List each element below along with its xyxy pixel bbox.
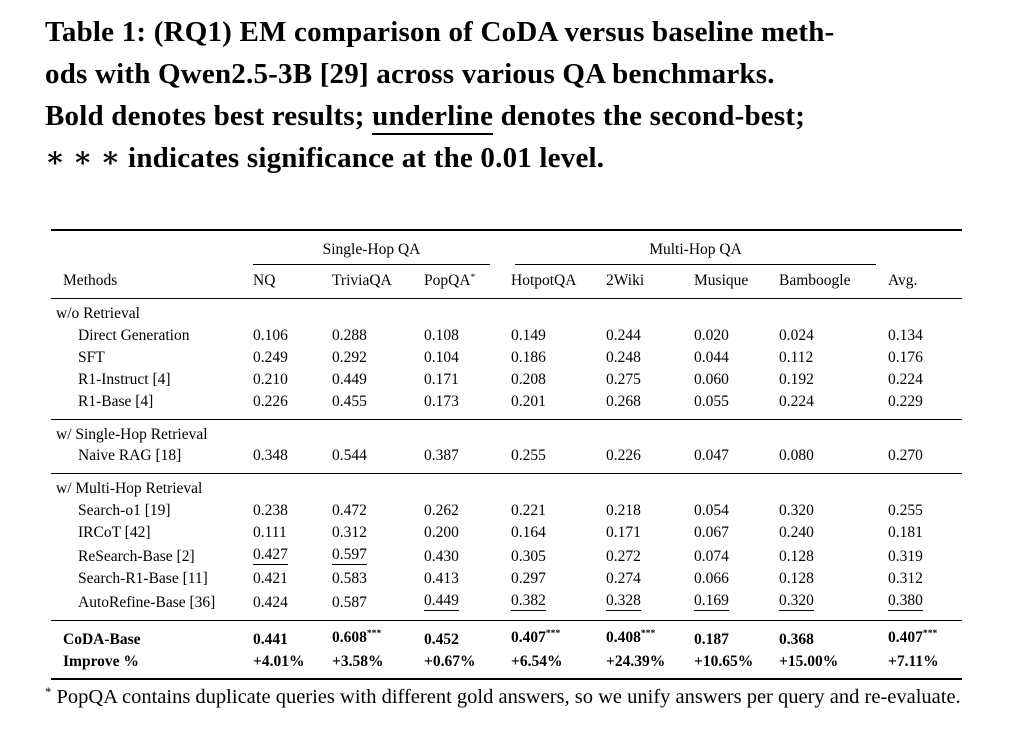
value-cell: 0.320 [779, 501, 814, 519]
value-cell: 0.608*** [332, 628, 382, 646]
value-cell: 0.382 [511, 591, 546, 609]
caption-underlined-word: underline [372, 101, 493, 135]
value-cell: 0.380 [888, 591, 923, 609]
multi-hop-group-header [511, 230, 888, 265]
caption-line-1: Table 1: (RQ1) EM comparison of CoDA versus baseline meth- [45, 16, 835, 48]
col-header-avg: Avg. [888, 265, 962, 299]
table-row [51, 589, 962, 620]
method-cell: Improve % [63, 652, 139, 670]
empty-header-cell [888, 230, 962, 265]
value-cell: 0.407*** [888, 628, 938, 646]
value-cell: 0.134 [888, 326, 923, 344]
significance-stars: *** [922, 628, 938, 640]
footnote-marker: * [45, 684, 52, 699]
value-cell: 0.201 [511, 392, 546, 410]
value-cell: 0.248 [606, 348, 641, 366]
col-header-bamboogle: Bamboogle [779, 265, 888, 299]
value-cell: 0.047 [694, 447, 729, 464]
value-cell: 0.255 [511, 447, 546, 464]
value-cell: 0.104 [424, 348, 459, 366]
value-cell: +4.01% [253, 652, 305, 670]
value-cell: 0.408*** [606, 628, 656, 646]
value-cell: 0.424 [253, 593, 288, 611]
value-cell: 0.297 [511, 569, 546, 587]
method-cell: Naive RAG [18] [78, 447, 182, 464]
value-cell: 0.200 [424, 523, 459, 541]
value-cell: 0.106 [253, 326, 288, 344]
multi-hop-group-label: Multi-Hop QA [515, 241, 876, 265]
value-cell: 0.226 [606, 447, 641, 464]
results-table [51, 229, 962, 680]
col-header-2wiki: 2Wiki [606, 265, 694, 299]
single-hop-group-header [253, 230, 511, 265]
col-header-musique: Musique [694, 265, 779, 299]
value-cell: 0.181 [888, 523, 923, 541]
value-cell: 0.328 [606, 591, 641, 609]
value-cell: 0.427 [253, 545, 288, 563]
value-cell: +15.00% [779, 652, 839, 670]
summary-section [51, 620, 962, 679]
table-footnote [45, 684, 987, 714]
value-cell: 0.080 [779, 447, 814, 464]
value-cell: +0.67% [424, 652, 476, 670]
value-cell: 0.583 [332, 569, 367, 587]
value-cell: 0.054 [694, 501, 729, 519]
value-cell: 0.060 [694, 370, 729, 388]
value-cell: 0.229 [888, 392, 923, 410]
value-cell: 0.112 [779, 348, 814, 366]
significance-stars: *** [545, 628, 561, 640]
table-row [51, 346, 962, 368]
value-cell: 0.164 [511, 523, 546, 541]
method-cell: ReSearch-Base [2] [78, 547, 195, 565]
value-cell: 0.171 [424, 370, 459, 388]
value-cell: 0.244 [606, 326, 641, 344]
caption-line-3-pre: Bold denotes best results; [45, 100, 373, 132]
value-cell: 0.413 [424, 569, 459, 587]
column-header-row [51, 265, 962, 299]
column-group-header-row [51, 230, 962, 265]
value-cell: 0.319 [888, 547, 923, 565]
value-cell: +6.54% [511, 652, 563, 670]
table-group [51, 419, 962, 474]
col-header-popqa: PopQA* [424, 265, 511, 299]
value-cell: 0.368 [779, 630, 814, 648]
value-cell: 0.305 [511, 547, 546, 565]
value-cell: +3.58% [332, 652, 384, 670]
method-cell: SFT [78, 348, 105, 366]
value-cell: 0.149 [511, 326, 546, 344]
value-cell: 0.348 [253, 447, 288, 464]
value-cell: 0.272 [606, 547, 641, 565]
significance-stars: *** [640, 628, 656, 640]
table-row [51, 620, 962, 650]
table-row [51, 368, 962, 390]
results-table-container [51, 229, 1023, 680]
group-label-row [51, 299, 962, 325]
single-hop-group-label: Single-Hop QA [253, 241, 490, 265]
table-group [51, 299, 962, 420]
value-cell: +24.39% [606, 652, 666, 670]
value-cell: 0.066 [694, 569, 729, 587]
table-row [51, 567, 962, 589]
value-cell: 0.067 [694, 523, 729, 541]
value-cell: 0.224 [779, 392, 814, 410]
value-cell: 0.186 [511, 348, 546, 366]
value-cell: 0.449 [424, 591, 459, 609]
method-cell: R1-Base [4] [78, 392, 154, 410]
table-row [51, 650, 962, 679]
value-cell: 0.441 [253, 630, 288, 648]
value-cell: 0.421 [253, 569, 288, 587]
table-row [51, 445, 962, 474]
value-cell: 0.218 [606, 501, 641, 519]
empty-header-cell [51, 230, 253, 265]
value-cell: 0.262 [424, 501, 459, 519]
value-cell: 0.544 [332, 447, 367, 464]
group-label-row [51, 419, 962, 445]
method-cell: CoDA-Base [63, 630, 141, 648]
group-label: w/o Retrieval [56, 305, 140, 322]
caption-line-3-post: denotes the second-best; [493, 100, 806, 132]
value-cell: 0.024 [779, 326, 814, 344]
value-cell: 0.288 [332, 326, 367, 344]
value-cell: 0.407*** [511, 628, 561, 646]
value-cell: 0.472 [332, 501, 367, 519]
value-cell: 0.274 [606, 569, 641, 587]
value-cell: 0.171 [606, 523, 641, 541]
popqa-asterisk: * [470, 271, 476, 283]
value-cell: +10.65% [694, 652, 754, 670]
value-cell: 0.224 [888, 370, 923, 388]
table-header [51, 230, 962, 299]
value-cell: 0.074 [694, 547, 729, 565]
value-cell: 0.249 [253, 348, 288, 366]
table-group [51, 474, 962, 621]
caption-line-2: ods with Qwen2.5-3B [29] across various QA benchmarks. [45, 58, 775, 90]
caption-line-4: ∗ ∗ ∗ indicates significance at the 0.01 level. [45, 142, 605, 174]
value-cell: 0.268 [606, 392, 641, 410]
significance-stars: *** [366, 628, 382, 640]
method-cell: IRCoT [42] [78, 523, 151, 541]
value-cell: 0.320 [779, 591, 814, 609]
value-cell: 0.192 [779, 370, 814, 388]
group-label: w/ Single-Hop Retrieval [56, 425, 208, 443]
table-row [51, 499, 962, 521]
method-cell: Search-R1-Base [11] [78, 569, 208, 587]
method-cell: Direct Generation [78, 326, 190, 344]
value-cell: 0.173 [424, 392, 459, 410]
value-cell: 0.430 [424, 547, 459, 565]
value-cell: 0.292 [332, 348, 367, 366]
group-label-row [51, 474, 962, 500]
value-cell: 0.270 [888, 447, 923, 464]
value-cell: 0.208 [511, 370, 546, 388]
value-cell: 0.176 [888, 348, 923, 366]
value-cell: 0.128 [779, 547, 814, 565]
method-cell: AutoRefine-Base [36] [78, 593, 216, 611]
value-cell: 0.226 [253, 392, 288, 410]
value-cell: 0.238 [253, 501, 288, 519]
col-header-nq: NQ [253, 265, 332, 299]
footnote-text: PopQA contains duplicate queries with different gold answers, so we unify answers per query and re-evaluate. [56, 685, 961, 708]
value-cell: 0.210 [253, 370, 288, 388]
value-cell: 0.452 [424, 630, 459, 648]
value-cell: 0.597 [332, 545, 367, 563]
value-cell: 0.240 [779, 523, 814, 541]
value-cell: +7.11% [888, 652, 939, 670]
table-row [51, 390, 962, 419]
value-cell: 0.221 [511, 501, 546, 519]
col-header-hotpotqa: HotpotQA [511, 265, 606, 299]
table-row [51, 324, 962, 346]
value-cell: 0.255 [888, 501, 923, 519]
group-label: w/ Multi-Hop Retrieval [56, 480, 203, 497]
value-cell: 0.020 [694, 326, 729, 344]
value-cell: 0.187 [694, 630, 729, 648]
value-cell: 0.108 [424, 326, 459, 344]
value-cell: 0.111 [253, 523, 287, 541]
value-cell: 0.587 [332, 593, 367, 611]
value-cell: 0.055 [694, 392, 729, 410]
value-cell: 0.455 [332, 392, 367, 410]
method-cell: R1-Instruct [4] [78, 370, 171, 388]
table-row [51, 521, 962, 543]
value-cell: 0.128 [779, 569, 814, 587]
value-cell: 0.312 [332, 523, 367, 541]
value-cell: 0.044 [694, 348, 729, 366]
table-row [51, 543, 962, 567]
col-header-methods: Methods [51, 265, 253, 299]
value-cell: 0.169 [694, 591, 729, 609]
method-cell: Search-o1 [19] [78, 501, 171, 519]
value-cell: 0.449 [332, 370, 367, 388]
col-header-triviaqa: TriviaQA [332, 265, 424, 299]
value-cell: 0.387 [424, 447, 459, 464]
value-cell: 0.275 [606, 370, 641, 388]
value-cell: 0.312 [888, 569, 923, 587]
table-caption [45, 11, 987, 179]
